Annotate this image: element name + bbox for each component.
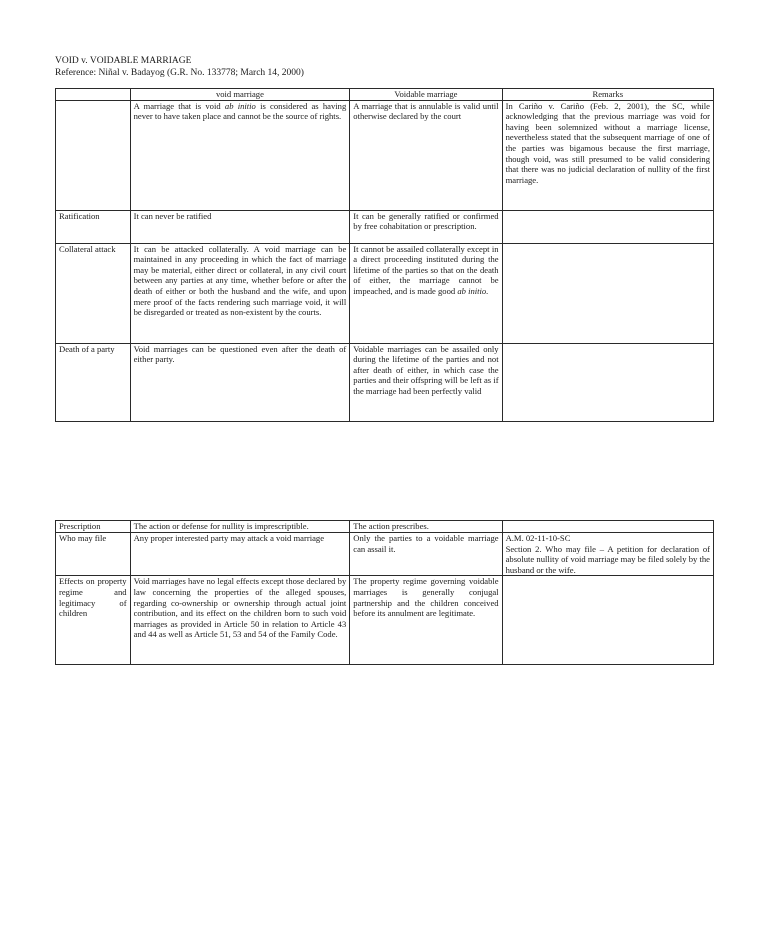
table-header-row [56,89,714,101]
void-cell: Any proper interested party may attack a void marriage [130,533,350,576]
row-label: Who may file [56,533,131,576]
void-cell: It can never be ratified [130,210,350,243]
table-row-effects [56,576,714,665]
voidable-cell: The action prescribes. [350,521,502,533]
table-row-who-may-file [56,533,714,576]
void-cell: A marriage that is void ab initio is considered as having never to have taken place and cannot be the source of rights. [130,100,350,210]
row-label [56,100,131,210]
table-row-ratification [56,210,714,243]
table-row-death-of-party [56,343,714,421]
document-title: VOID v. VOIDABLE MARRIAGE [55,56,192,66]
void-cell: It can be attacked collaterally. A void marriage can be maintained in any proceeding in which the fact of marriage may be material, either direct or collateral, in any civil court between any parties at any time, whether before or after the death of either or both the husband and the wife, and upon mere proof of the facts rendering such marriage void, it will be disregarded or treated as non-existent by the courts. [130,243,350,343]
table-row-definition [56,100,714,210]
header-cell-empty [56,89,131,101]
void-cell: The action or defense for nullity is imprescriptible. [130,521,350,533]
document-heading [55,55,304,79]
row-label: Death of a party [56,343,131,421]
header-voidable-marriage: Voidable marriage [350,89,502,101]
voidable-cell: A marriage that is annulable is valid until otherwise declared by the court [350,100,502,210]
remarks-cell: In Cariño v. Cariño (Feb. 2, 2001), the SC, while acknowledging that the previous marriage was void for having been solemnized without a marriage license, nevertheless stated that the subsequent marriage of one of the parties was bigamous because the first marriage, though void, was still presumed to be valid considering that there was no judicial declaration of nullity of the first marriage. [502,100,713,210]
header-void-marriage: void marriage [130,89,350,101]
table-row-collateral-attack [56,243,714,343]
voidable-cell: Voidable marriages can be assailed only during the lifetime of the parties and not after death of either, in which case the parties and their offspring will be left as if the marriage had been perfectly valid [350,343,502,421]
comparison-table-2 [55,520,714,665]
void-cell: Void marriages have no legal effects except those declared by law concerning the properties of the alleged spouses, regarding co-ownership or ownership through actual joint contribution, and its effect on the children born to such void marriages as provided in Article 50 in relation to Article 43 and 44 as well as Article 51, 53 and 54 of the Family Code. [130,576,350,665]
table-row-prescription [56,521,714,533]
remarks-cell [502,343,713,421]
remarks-cell [502,210,713,243]
header-remarks: Remarks [502,89,713,101]
row-label: Prescription [56,521,131,533]
row-label: Collateral attack [56,243,131,343]
remarks-cell: A.M. 02-11-10-SC Section 2. Who may file – A petition for declaration of absolute nullity of void marriage may be filed solely by the husband or the wife. [502,533,713,576]
row-label: Ratification [56,210,131,243]
remarks-cell [502,576,713,665]
remarks-cell [502,243,713,343]
row-label: Effects on property regime and legitimacy of children [56,576,131,665]
document-reference: Reference: Niñal v. Badayog (G.R. No. 133778; March 14, 2000) [55,68,304,78]
comparison-table-1 [55,88,714,422]
voidable-cell: It can be generally ratified or confirmed by free cohabitation or prescription. [350,210,502,243]
void-cell: Void marriages can be questioned even after the death of either party. [130,343,350,421]
voidable-cell: Only the parties to a voidable marriage can assail it. [350,533,502,576]
voidable-cell: The property regime governing voidable marriages is generally conjugal partnership and the children conceived before its annulment are legitimate. [350,576,502,665]
remarks-cell [502,521,713,533]
voidable-cell: It cannot be assailed collaterally except in a direct proceeding instituted during the lifetime of the parties so that on the death of either, the marriage cannot be impeached, and is made good ab initio. [350,243,502,343]
